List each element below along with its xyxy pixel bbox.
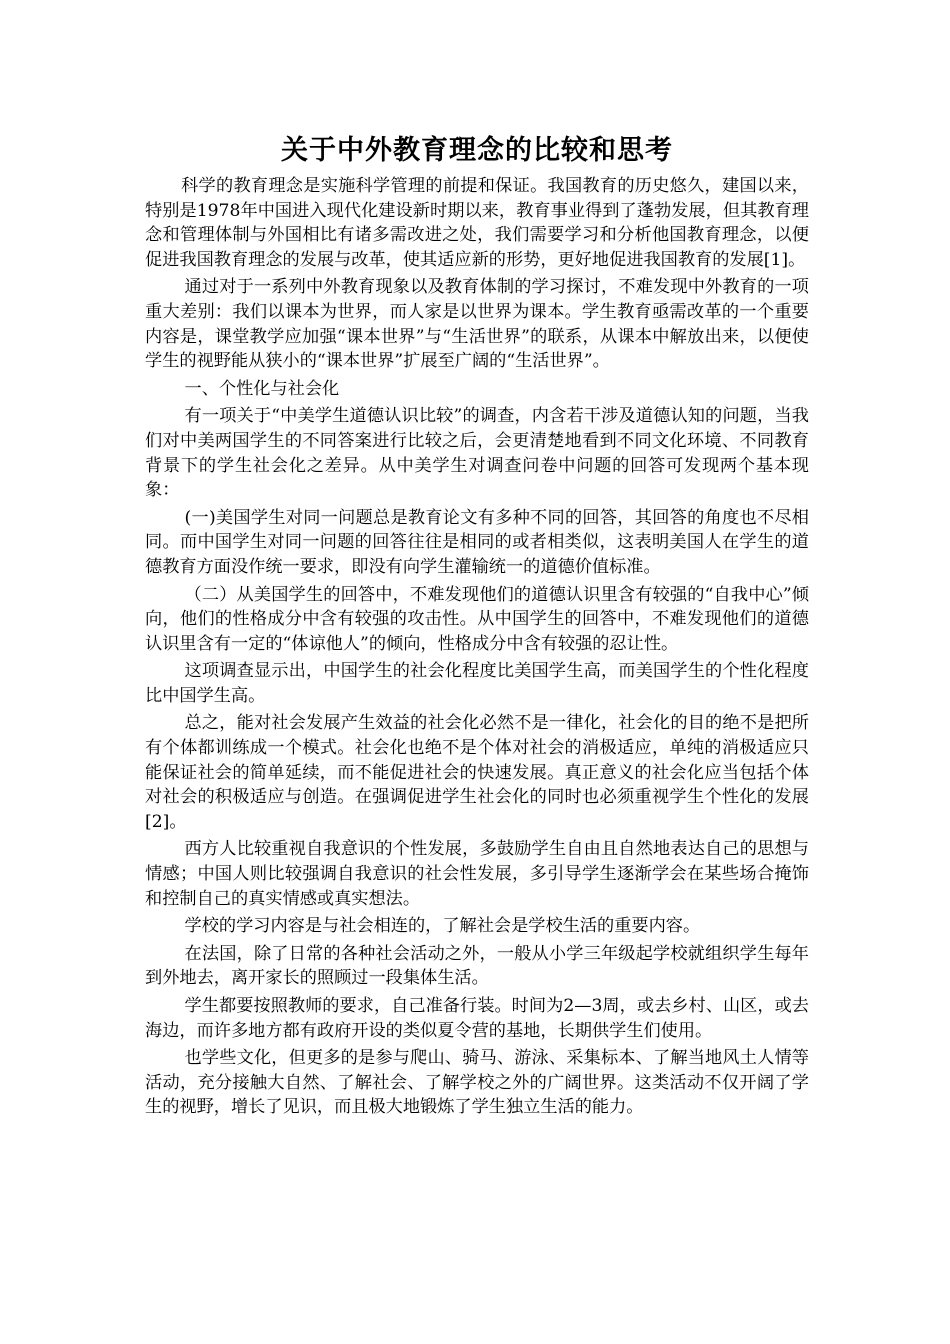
document-title: 关于中外教育理念的比较和思考 xyxy=(281,135,673,166)
paragraph-difference: 通过对于一系列中外教育现象以及教育体制的学习探讨，不难发现中外教育的一项重大差别：我们以课本为世界，而人家是以世界为课本。学生教育亟需改革的一个重要内容是，课堂教学应加强“课本世界”与“生活世界”的联系，从课本中解放出来，以便使学生的视野能从狭小的“课本世界”扩展至广阔的“生活世界”。 xyxy=(145,277,809,372)
document-page xyxy=(145,128,809,1120)
paragraph-activities: 也学些文化，但更多的是参与爬山、骑马、游泳、采集标本、了解当地风土人情等活动，充分接触大自然、了解社会、了解学校之外的广阔世界。这类活动不仅开阔了学生的视野，增长了见识，而且极大地锻炼了学生独立生活的能力。 xyxy=(145,1048,809,1118)
paragraph-point-two: （二）从美国学生的回答中，不难发现他们的道德认识里含有较强的“自我中心”倾向，他们的性格成分中含有较强的攻击性。从中国学生的回答中，不难发现他们的道德认识里含有一定的“体谅他人”的倾向，性格成分中含有较强的忍让性。 xyxy=(145,584,809,654)
paragraph-western-view: 西方人比较重视自我意识的个性发展，多鼓励学生自由且自然地表达自己的思想与情感；中国人则比较强调自我意识的社会性发展，多引导学生逐渐学会在某些场合掩饰和控制自己的真实情感或真实想法。 xyxy=(145,839,809,909)
paragraph-survey-result: 这项调查显示出，中国学生的社会化程度比美国学生高，而美国学生的个性化程度比中国学生高。 xyxy=(145,661,809,706)
paragraph-survey: 有一项关于“中美学生道德认识比较”的调查，内含若干涉及道德认知的问题，当我们对中美两国学生的不同答案进行比较之后，会更清楚地看到不同文化环境、不同教育背景下的学生社会化之差异。从中美学生对调查问卷中问题的回答可发现两个基本现象： xyxy=(145,406,809,501)
paragraph-summary: 总之，能对社会发展产生效益的社会化必然不是一律化，社会化的目的绝不是把所有个体都训练成一个模式。社会化也绝不是个体对社会的消极适应，单纯的消极适应只能保证社会的简单延续，而不能促进社会的快速发展。真正意义的社会化应当包括个体对社会的积极适应与创造。在强调促进学生社会化的同时也必须重视学生个性化的发展[2]。 xyxy=(145,713,809,832)
paragraph-school-content: 学校的学习内容是与社会相连的，了解社会是学校生活的重要内容。 xyxy=(184,916,701,937)
paragraph-preparation: 学生都要按照教师的要求，自己准备行装。时间为2—3周，或去乡村、山区，或去海边，而许多地方都有政府开设的类似夏令营的基地，长期供学生们使用。 xyxy=(145,996,809,1041)
section-heading-individualization: 一、个性化与社会化 xyxy=(184,378,340,399)
paragraph-point-one: (一)美国学生对同一问题总是教育论文有多种不同的回答，其回答的角度也不尽相同。而中国学生对同一问题的回答往往是相同的或者相类似，这表明美国人在学生的道德教育方面没作统一要求，即没有向学生灌输统一的道德价值标准。 xyxy=(145,507,809,577)
paragraph-intro: 科学的教育理念是实施科学管理的前提和保证。我国教育的历史悠久，建国以来，特别是1978年中国进入现代化建设新时期以来，教育事业得到了蓬勃发展，但其教育理念和管理体制与外国相比有诸多需改进之处，我们需要学习和分析他国教育理念，以便促进我国教育理念的发展与改革，使其适应新的形势，更好地促进我国教育的发展[1]。 xyxy=(145,176,809,270)
paragraph-france: 在法国，除了日常的各种社会活动之外，一般从小学三年级起学校就组织学生每年到外地去，离开家长的照顾过一段集体生活。 xyxy=(145,943,809,989)
